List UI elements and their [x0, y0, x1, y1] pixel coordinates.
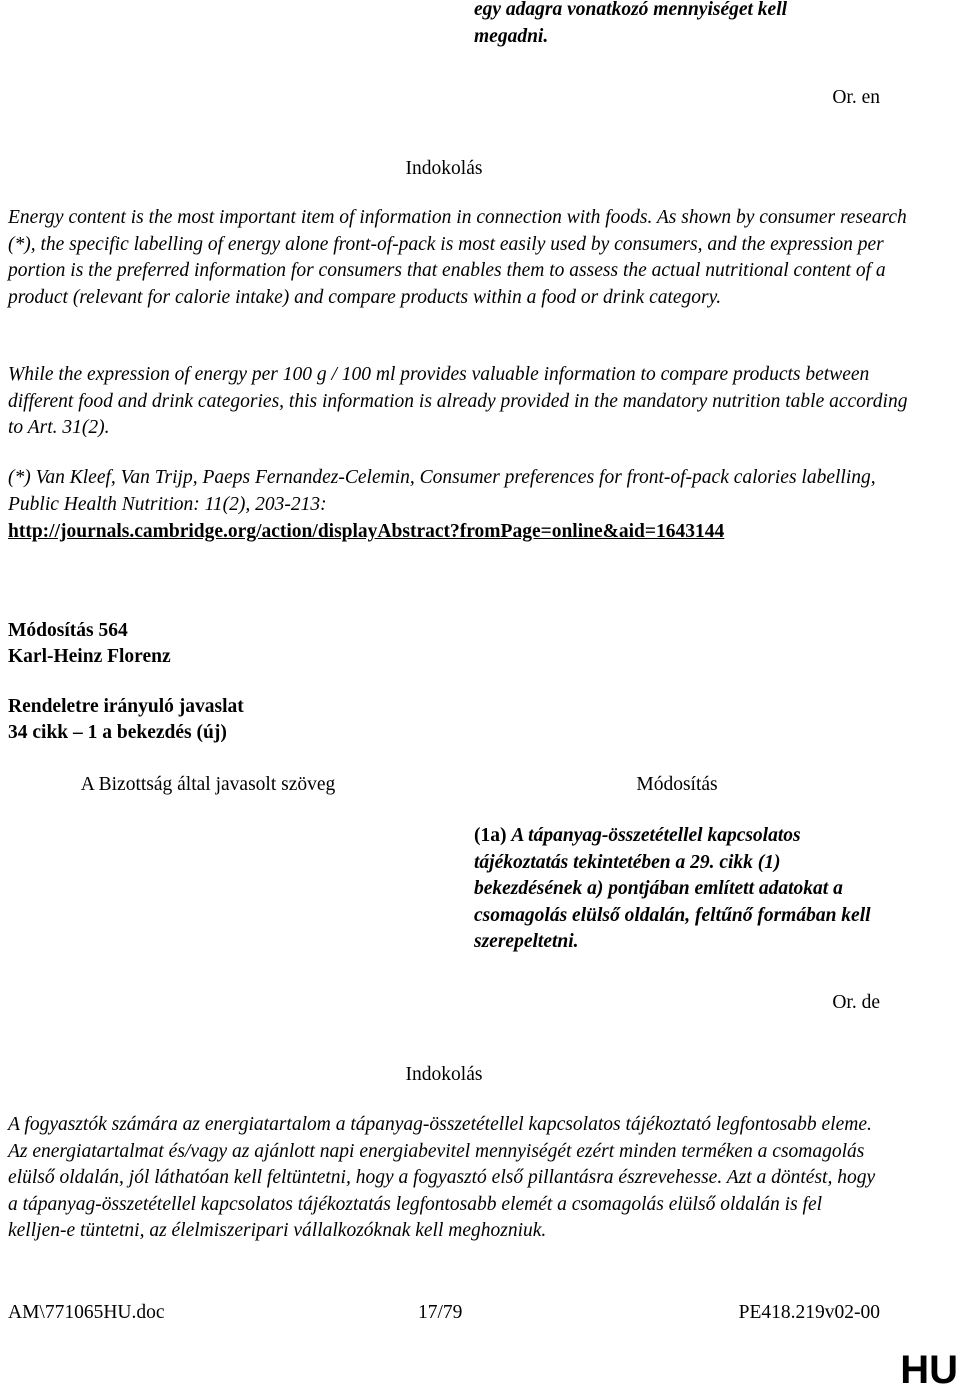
justification-2-paragraph: A fogyasztók számára az energiatartalom a tápanyag-összetétellel kapcsolatos tájékoztató legfontosabb eleme. Az energiatartalmat és/vagy az ajánlott napi energiabevitel mennyiségét ezért minden terméken a csomagolás elülső oldalán, jól láthatóan kell feltüntetni, hogy a fogyasztó első pillantásra észrevehesse. Azt a döntést, hogy a tápanyag-összetétellel kapcsolatos tájékoztatás legfontosabb elemét a csomagolás elülső oldalán is fel kelljen-e tüntetni, az élelmiszeripari vállalkozóknak kell meghozniuk.	[8, 1114, 876, 1241]
justification-1-paragraph-1	[8, 205, 908, 311]
footnote-link-wrapper	[8, 519, 908, 546]
column-header-amendment: Módosítás	[636, 774, 718, 795]
amendment-paragraph-number: (1a)	[474, 825, 512, 846]
footer-doc-ref: AM\771065HU.doc	[8, 1302, 165, 1323]
fragment-line-1: egy adagra vonatkozó mennyiséget kell	[474, 0, 788, 20]
justification-1-paragraph-2: While the expression of energy per 100 g / 100 ml provides valuable information to compare products between different food and drink categories, this information is already provided in the mandatory nutrition table according to Art. 31(2).	[8, 364, 908, 438]
language-code-badge: HU	[900, 1348, 958, 1392]
column-header-commission-text: A Bizottság által javasolt szöveg	[80, 774, 336, 795]
amendment-paragraph-text: A tápanyag-összetétellel kapcsolatos tájékoztatás tekintetében a 29. cikk (1) bekezdésének a) pontjában említett adatokat a csomagolás elülső oldalán, feltűnő formában kell szerepeltetni.	[474, 825, 871, 952]
footer-page-number: 17/79	[418, 1302, 463, 1323]
amendment-author: Karl-Heinz Florenz	[8, 646, 171, 667]
amendment-article: 34 cikk – 1 a bekezdés (új)	[8, 722, 227, 743]
footnote-reference: (*) Van Kleef, Van Trijp, Paeps Fernandez-Celemin, Consumer preferences for front-of-pack calories labelling, Public Health Nutrition: 11(2), 203-213:	[8, 467, 876, 515]
justification-heading-2: Indokolás	[405, 1064, 483, 1085]
original-language-en: Or. en	[832, 87, 880, 108]
cambridge-journal-link[interactable]: http://journals.cambridge.org/action/displayAbstract?fromPage=online&aid=1643144	[8, 521, 725, 542]
amendment-number: Módosítás 564	[8, 620, 128, 641]
amendment-doc-type: Rendeletre irányuló javaslat	[8, 696, 244, 717]
justification-1-p1-text: Energy content is the most important item of information in connection with foods. As shown by consumer research (*), the specific labelling of energy alone front-of-pack is most easily used by consumers, and the expression per portion is the preferred information for consumers that enables them to assess the actual nutritional content of a product (relevant for calorie intake) and compare products within a food or drink category.	[8, 207, 907, 308]
fragment-line-2: megadni.	[474, 25, 549, 47]
amendment-right-column-text	[474, 823, 884, 956]
original-language-de: Or. de	[832, 992, 880, 1013]
justification-heading-1: Indokolás	[405, 158, 483, 179]
page-footer	[8, 1300, 880, 1327]
footer-pe-ref: PE418.219v02-00	[738, 1302, 880, 1323]
previous-amendment-fragment	[474, 0, 914, 50]
